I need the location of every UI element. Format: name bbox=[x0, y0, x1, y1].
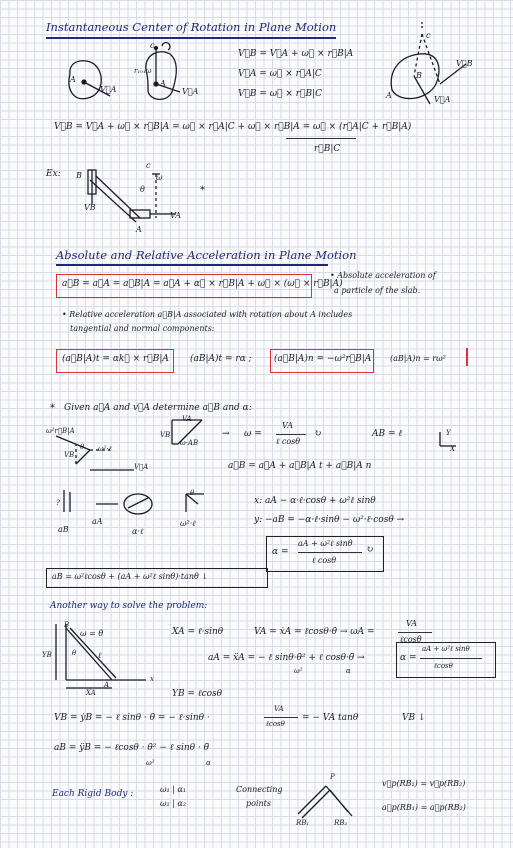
comp-ab: aB bbox=[58, 525, 69, 534]
comp-th: θ bbox=[190, 489, 195, 497]
wa-frac-bar bbox=[398, 632, 432, 633]
y-equation: y: −aB = −α·ℓ·sinθ − ω²·ℓ·cosθ → bbox=[254, 515, 405, 525]
eq-vb: V⃗B = V⃗A + ω⃗ × r⃗B|A bbox=[238, 49, 354, 59]
velocity-equality: v⃗p(RB₁) = v⃗p(RB₂) bbox=[382, 779, 466, 788]
omega-num: VA bbox=[282, 421, 294, 430]
xa-equation: XA = ℓ·sinθ bbox=[172, 627, 224, 637]
section-title-acceleration: Absolute and Relative Acceleration in Plane Motion bbox=[56, 248, 357, 262]
tri-w: ω = θ̇ bbox=[80, 629, 104, 638]
accel-main-eq: a⃗B = a⃗A = a⃗B|A = a⃗A + α⃗ × r⃗B|A + ω⃗ × (ω⃗ × r⃗B|A) bbox=[62, 279, 343, 289]
component-diagram bbox=[56, 486, 226, 522]
right-diagram-b: B bbox=[416, 71, 422, 80]
axis-y: Y bbox=[446, 429, 451, 437]
alpha-box-num: aA + ω²ℓ sinθ bbox=[422, 645, 470, 653]
tangential-eq: (a⃗B|A)t = αk⃗ × r⃗B|A bbox=[62, 354, 169, 364]
rigid-body-label: Each Rigid Body : bbox=[52, 789, 134, 799]
vdiag-va: VA bbox=[182, 415, 192, 423]
ab-result: aB = ω²ℓcosθ + (aA + ω²ℓ sinθ)·tanθ ↓ bbox=[52, 572, 209, 581]
tri-yb: YB bbox=[42, 651, 52, 659]
comp-aa: aA bbox=[92, 517, 103, 526]
eq-vb-expansion: V⃗B = V⃗A + ω⃗ × r⃗B|A = ω⃗ × r⃗A|C + ω⃗ × r⃗B|A = ω⃗ × (r⃗A|C + r⃗B|A) bbox=[54, 122, 412, 132]
comp-q: ? bbox=[56, 499, 60, 507]
ex-c: c bbox=[146, 161, 151, 170]
x-equation: x: aA − α·ℓ·cosθ + ω²ℓ sinθ bbox=[254, 496, 376, 506]
adiag-wbia: ω²r⃗B|A bbox=[46, 427, 75, 435]
ab-vector-sum: a⃗B = a⃗A + a⃗B|A t + a⃗B|A n bbox=[228, 461, 372, 471]
connecting-label: Connecting bbox=[236, 785, 283, 794]
comp-al: α·ℓ bbox=[132, 527, 144, 536]
aa-under-alpha: α bbox=[346, 667, 351, 675]
right-diagram-c: c bbox=[426, 31, 431, 40]
ex-theta: θ bbox=[140, 185, 145, 194]
eq-va-omega: V⃗A = ω⃗ × r⃗A|C bbox=[238, 69, 322, 79]
blob2-label-a: A bbox=[160, 79, 166, 88]
red-mark bbox=[466, 348, 468, 366]
tri-b: B bbox=[64, 621, 70, 629]
given-statement: Given a⃗A and v⃗A determine a⃗B and α: bbox=[64, 403, 252, 413]
alpha-box-den: ℓcosθ bbox=[434, 662, 453, 670]
ex-star: * bbox=[200, 185, 205, 196]
blob-diagrams bbox=[60, 40, 200, 110]
adiag-theta: θ bbox=[80, 443, 85, 451]
acceleration-equality: a⃗p(RB₁) = a⃗p(RB₂) bbox=[382, 803, 466, 812]
note-absolute-2: a particle of the slab. bbox=[334, 286, 421, 295]
eq-rbc: r⃗B|C bbox=[314, 144, 341, 154]
vb-frac-den: ℓcosθ bbox=[266, 720, 285, 728]
adiag-wl: ω²·ℓ bbox=[98, 445, 112, 453]
ab-under-alpha: α bbox=[206, 759, 211, 767]
title-underline-2 bbox=[56, 264, 328, 266]
tri-x: x bbox=[150, 675, 154, 683]
ab-under-w2: ω² bbox=[146, 759, 155, 767]
tangential-mag: (aB|A)t = rα ; bbox=[190, 354, 252, 364]
alpha-den: ℓ cosθ bbox=[312, 556, 337, 565]
aa-equation: aA = ẍA = − ℓ sinθ·θ̇² + ℓ cosθ·θ̈ → bbox=[208, 653, 365, 663]
normal-mag: (aB|A)n = rω² bbox=[390, 354, 446, 363]
blob2-label-c: c bbox=[150, 41, 155, 50]
vdiag-vb: VB bbox=[160, 431, 171, 439]
comp-w2l: ω²·ℓ bbox=[180, 519, 196, 528]
right-diagram-va: V⃗A bbox=[434, 95, 451, 104]
omega-den: ℓ cosθ bbox=[276, 437, 301, 446]
title-underline bbox=[46, 37, 336, 39]
vb-frac-num: VA bbox=[274, 705, 284, 713]
alpha-frac-bar bbox=[298, 552, 362, 553]
wa-den: ℓcosθ bbox=[400, 635, 422, 644]
vdiag-wab: ω·AB bbox=[180, 439, 199, 447]
alpha-num: aA + ω²ℓ sinθ bbox=[298, 539, 353, 548]
arrow-1: → bbox=[222, 429, 230, 439]
adiag-va: V⃗A bbox=[134, 463, 149, 471]
given-star: * bbox=[50, 403, 55, 414]
w2a2: ω₂ | α₂ bbox=[160, 799, 187, 808]
ab-length: AB = ℓ bbox=[372, 429, 403, 439]
axis-x: X bbox=[450, 445, 455, 453]
brace-line bbox=[286, 138, 356, 139]
ex-va: VA bbox=[170, 211, 182, 220]
wa-num: VA bbox=[406, 619, 418, 628]
yb-equation: YB = ℓcosθ bbox=[172, 689, 223, 699]
right-diagram-vb: V⃗B bbox=[456, 59, 473, 68]
note-absolute-1: • Absolute acceleration of bbox=[330, 271, 436, 280]
ex-vb: VB bbox=[84, 203, 96, 212]
tri-l: ℓ bbox=[98, 651, 102, 660]
ex-a: A bbox=[136, 225, 142, 234]
eq-vb-omega: V⃗B = ω⃗ × r⃗B|C bbox=[238, 89, 323, 99]
omega-rot-icon: ↻ bbox=[314, 429, 322, 439]
relative-accel-line1: • Relative acceleration a⃗B|A associated with rotation about A includes bbox=[62, 310, 353, 319]
relative-accel-line2: tangential and normal components: bbox=[70, 324, 215, 333]
rb2-label: RB₂ bbox=[334, 819, 348, 827]
tri-th: θ bbox=[72, 649, 77, 657]
adiag-vb: VB bbox=[64, 451, 75, 459]
section-title-instantaneous-center: Instantaneous Center of Rotation in Plane Motion bbox=[46, 20, 337, 34]
vb-frac-bar bbox=[264, 717, 298, 718]
vb-tail: = − VA tanθ bbox=[302, 713, 359, 723]
rb1-label: RB₁ bbox=[296, 819, 310, 827]
blob2-label-va: V⃗A bbox=[182, 87, 199, 96]
alpha-box-bar bbox=[420, 658, 482, 659]
right-diagram-a: A bbox=[386, 91, 392, 100]
aa-under-w2: ω² bbox=[294, 667, 303, 675]
w1a1: ω₁ | α₁ bbox=[160, 785, 187, 794]
tri-a: A bbox=[104, 681, 110, 689]
alpha-box-lhs: α = bbox=[400, 653, 417, 663]
ex-label: Ex: bbox=[46, 169, 61, 179]
ex-ladder-diagram bbox=[80, 160, 180, 230]
tri-xa: XA bbox=[86, 689, 96, 697]
blob1-label-va: V⃗A bbox=[100, 85, 117, 94]
vb-direction: VB ↓ bbox=[402, 713, 426, 723]
ex-b: B bbox=[76, 171, 82, 180]
omega-frac-bar bbox=[276, 434, 306, 435]
blob2-label-rcalw: r₁₀₁ω bbox=[134, 67, 152, 75]
vb-equation: VB = ẏB = − ℓ sinθ · θ̇ = − ℓ·sinθ · bbox=[54, 713, 210, 723]
alpha-lhs: α = bbox=[272, 547, 289, 557]
points-label: points bbox=[246, 799, 271, 808]
ab-second-derivative: aB = ÿB = − ℓcosθ · θ̇² − ℓ sinθ · θ̈ bbox=[54, 743, 210, 753]
point-p: P bbox=[330, 773, 335, 781]
omega-lhs: ω = bbox=[244, 429, 262, 439]
ex-w: ω bbox=[156, 173, 163, 182]
blob1-label-a: A bbox=[70, 75, 76, 84]
section-title-another-way: Another way to solve the problem: bbox=[50, 601, 208, 611]
va-equation: VA = ẋA = ℓcosθ·θ̇ → ωA = bbox=[254, 627, 375, 637]
normal-eq: (a⃗B|A)n = −ω²r⃗B|A bbox=[274, 354, 372, 364]
alpha-rot-icon: ↻ bbox=[366, 545, 374, 555]
connected-bodies-diagram bbox=[290, 774, 370, 824]
